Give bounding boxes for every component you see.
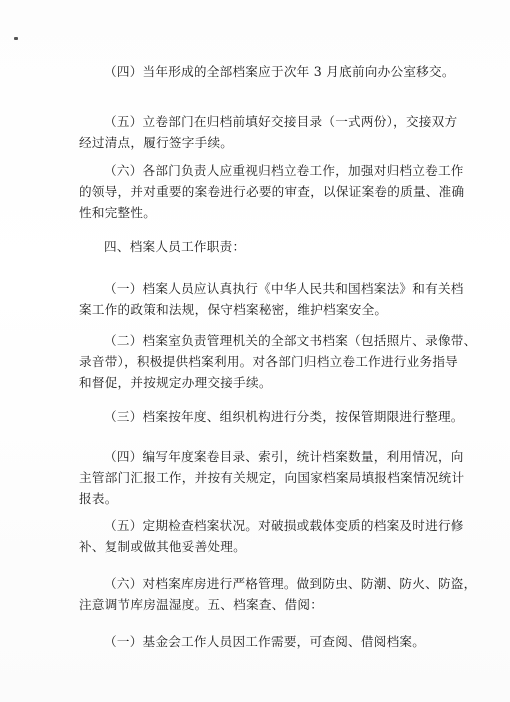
text-line: （六）各部门负责人应重视归档立卷工作，加强对归档立卷工作 xyxy=(104,163,464,178)
paragraph-periodic-inspection xyxy=(79,515,464,557)
paragraph-archive-transfer-deadline xyxy=(79,61,455,82)
text-line: （一）档案人员应认真执行《中华人民共和国档案法》和有关档 xyxy=(104,281,464,296)
paragraph-classification xyxy=(79,406,464,427)
text-line: 和督促，并按规定办理交接手续。 xyxy=(79,375,272,390)
text-line: （四）编写年度案卷目录、索引，统计档案数量，利用情况，向 xyxy=(104,449,464,464)
text-line: （五）定期检查档案状况。对破损或载体变质的档案及时进行修 xyxy=(104,518,464,533)
scan-speck xyxy=(14,37,18,40)
text-line: 案工作的政策和法规，保守档案秘密，维护档案安全。 xyxy=(79,302,388,317)
text-line: 报表。 xyxy=(79,491,118,506)
paragraph-access-borrowing xyxy=(79,631,426,652)
text-line: 补、复制或做其他妥善处理。 xyxy=(79,539,246,554)
text-line: 四、档案人员工作职责： xyxy=(104,239,246,254)
text-line: 注意调节库房温湿度。五、档案查、借阅： xyxy=(79,597,324,612)
paragraph-handover-catalog xyxy=(79,111,458,153)
paragraph-catalog-compilation xyxy=(79,446,465,509)
paragraph-storage-room xyxy=(79,573,477,615)
text-line: （四）当年形成的全部档案应于次年 3 月底前向办公室移交。 xyxy=(104,64,455,79)
text-line: （六）对档案库房进行严格管理。做到防虫、防潮、防火、防盗， xyxy=(104,576,477,591)
paragraph-archive-room-management xyxy=(79,330,477,393)
text-line: （三）档案按年度、组织机构进行分类，按保管期限进行整理。 xyxy=(104,409,464,424)
text-line: 的领导，并对重要的案卷进行必要的审查，以保证案卷的质量、准确 xyxy=(79,184,465,199)
text-line: 主管部门汇报工作，并按有关规定，向国家档案局填报档案情况统计 xyxy=(79,470,465,485)
text-line: （一）基金会工作人员因工作需要，可查阅、借阅档案。 xyxy=(104,634,426,649)
section-heading-archivist-duties xyxy=(79,236,421,257)
paragraph-archive-law xyxy=(79,278,464,320)
text-line: 录音带），积极提供档案利用。对各部门归档立卷工作进行业务指导 xyxy=(79,354,459,369)
text-line: （二）档案室负责管理机关的全部文书档案（包括照片、录像带、 xyxy=(104,333,477,348)
text-line: （五）立卷部门在归档前填好交接目录（一式两份），交接双方 xyxy=(104,114,458,129)
text-line: 经过清点，履行签字手续。 xyxy=(79,135,234,150)
text-line: 性和完整性。 xyxy=(79,205,157,220)
paragraph-department-heads xyxy=(79,160,465,223)
